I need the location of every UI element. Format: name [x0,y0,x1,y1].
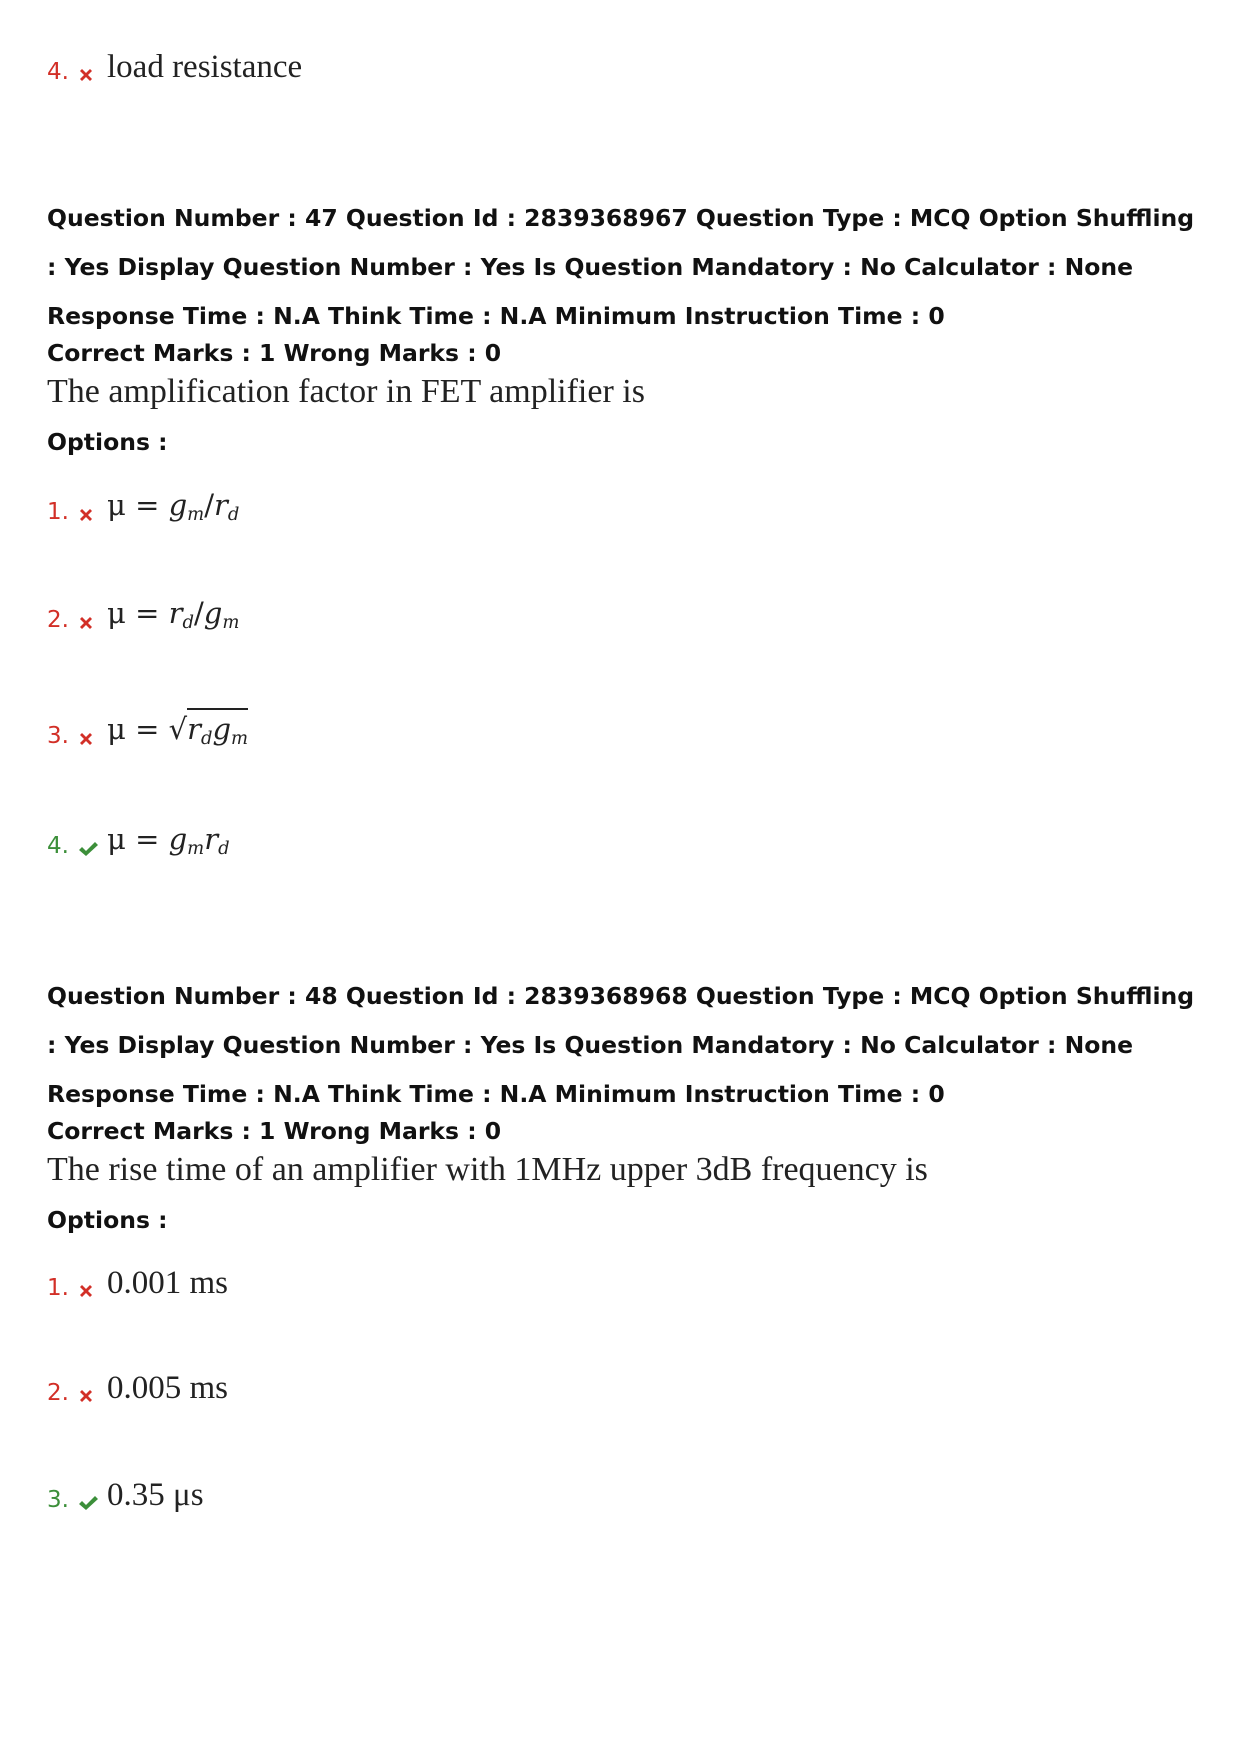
option-formula: $\mu = g_m/r_d$ [107,487,240,526]
option-row [47,44,302,84]
check-icon [77,834,101,858]
option-text: 0.001 ms [107,1265,229,1301]
option-number: 4. [47,833,69,859]
question-meta: Question Number : 47 Question Id : 2839368967 Question Type : MCQ Option Shuffling : Yes Display Question Number : Yes Is Question Mandatory : No Calculator : None Response Time : N.A Think Time : N.A Minimum Instruction Time : 0 [47,204,1195,330]
cross-icon [77,608,101,632]
option-row [47,592,239,632]
cross-icon [77,500,101,524]
option-number: 3. [47,723,69,749]
cross-icon [77,1276,101,1300]
option-number: 4. [47,59,69,85]
option-text: 0.005 ms [107,1370,229,1406]
option-formula: $\mu = √r_dg_m$ [107,715,248,748]
option-number: 3. [47,1487,69,1513]
option-row [47,1260,228,1300]
option-formula: $\mu = r_d/g_m$ [107,595,240,634]
option-number: 2. [47,1380,69,1406]
marks-line: Correct Marks : 1 Wrong Marks : 0 [47,339,502,367]
option-row [47,1472,204,1512]
cross-icon [77,60,101,84]
option-row [47,484,239,524]
option-formula: $\mu = g_mr_d$ [107,821,230,860]
question-text: The amplification factor in FET amplifier is [47,373,645,410]
question-text: The rise time of an amplifier with 1MHz upper 3dB frequency is [47,1151,928,1188]
options-label: Options : [47,1206,168,1234]
cross-icon [77,1381,101,1405]
option-number: 1. [47,499,69,525]
check-icon [77,1488,101,1512]
option-row [47,1365,228,1405]
option-row [47,708,248,748]
option-number: 1. [47,1275,69,1301]
option-row [47,818,230,858]
option-text: 0.35 μs [107,1477,204,1513]
options-label: Options : [47,428,168,456]
option-number: 2. [47,607,69,633]
cross-icon [77,724,101,748]
marks-line: Correct Marks : 1 Wrong Marks : 0 [47,1117,502,1145]
question-meta: Question Number : 48 Question Id : 2839368968 Question Type : MCQ Option Shuffling : Yes Display Question Number : Yes Is Question Mandatory : No Calculator : None Response Time : N.A Think Time : N.A Minimum Instruction Time : 0 [47,982,1195,1108]
option-text: load resistance [107,49,303,85]
